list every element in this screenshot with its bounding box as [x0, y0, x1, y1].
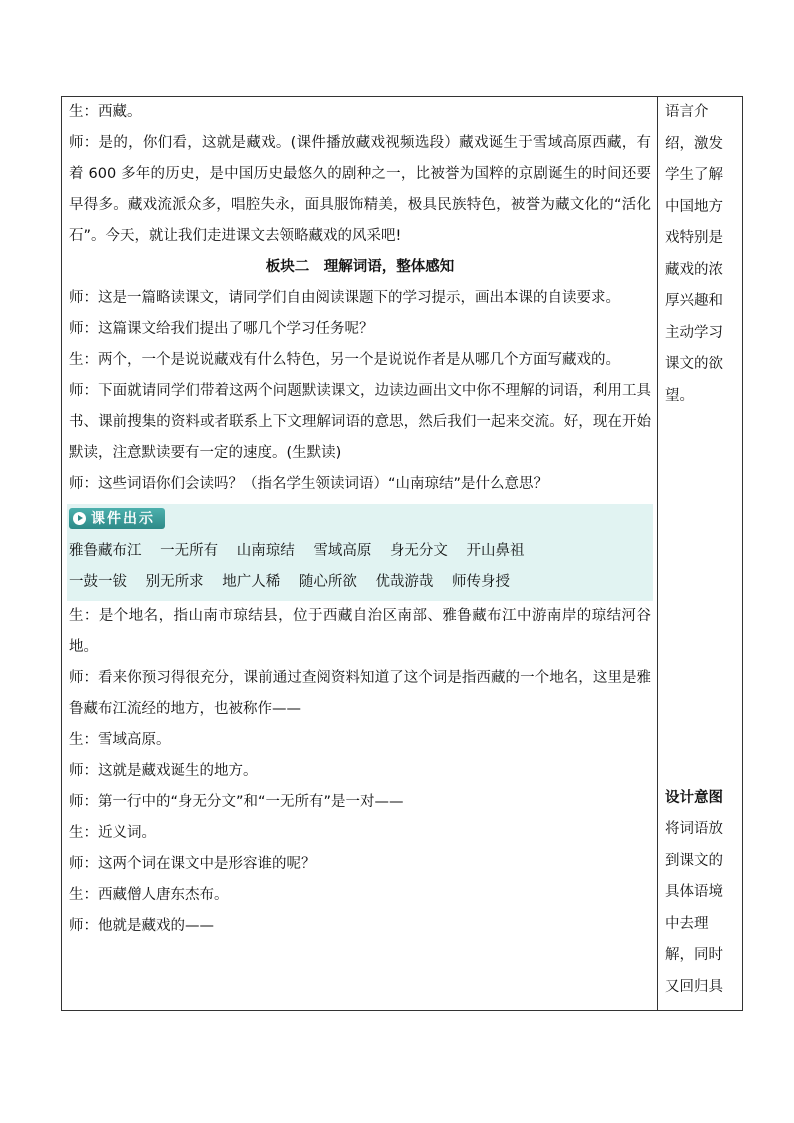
dialogue-line: 生：两个，一个是说说藏戏有什么特色，另一个是说说作者是从哪几个方面写藏戏的。	[69, 352, 620, 368]
dialogue-line: 生：西藏僧人唐东杰布。	[69, 887, 229, 903]
dialogue-line: 师：这是一篇略读课文，请同学们自由阅读课题下的学习提示，画出本课的自读要求。	[69, 290, 620, 306]
column-divider	[657, 97, 658, 1010]
play-icon	[73, 512, 86, 525]
main-column	[69, 97, 651, 942]
side-note: 语言介绍，激发学生了解中国地方戏特别是藏戏的浓厚兴趣和主动学习课文的欲望。	[665, 104, 723, 404]
dialogue-line: 师：下面就请同学们带着这两个问题默读课文，边读边画出文中你不理解的词语，利用工具书、课前搜集的资料或者联系上下文理解词语的意思，然后我们一起来交流。好，现在开始默读，注意默读要有一定的速度。(生默读)	[69, 383, 651, 461]
dialogue-line: 生：近义词。	[69, 825, 156, 841]
vocab-word: 雅鲁藏布江	[69, 543, 142, 559]
dialogue-line: 师：是的，你们看，这就是藏戏。(课件播放藏戏视频选段）藏戏诞生于雪域高原西藏，有着 600 多年的历史，是中国历史最悠久的剧种之一，比被誉为国粹的京剧诞生的时间还要早得多。藏戏流派众多，唱腔失永，面具服饰精美，极具民族特色，被誉为藏文化的“活化石”。今天，就让我们走进课文去领略藏戏的风采吧!	[69, 135, 651, 244]
vocab-row-1	[69, 536, 651, 567]
dialogue-line: 生：是个地名，指山南市琼结县，位于西藏自治区南部、雅鲁藏布江中游南岸的琼结河谷地。	[69, 608, 651, 655]
lesson-table	[61, 96, 743, 1011]
vocab-word: 师传身授	[452, 574, 511, 590]
design-intent-title: 设计意图	[665, 790, 723, 806]
section-heading: 板块二 理解词语，整体感知	[265, 259, 455, 275]
side-column	[665, 97, 737, 995]
vocab-word: 随心所欲	[298, 574, 357, 590]
dialogue-line: 师：这篇课文给我们提出了哪几个学习任务呢？	[69, 321, 374, 337]
dialogue-line: 师：这两个词在课文中是形容谁的呢？	[69, 856, 316, 872]
dialogue-line: 师：他就是藏戏的——	[69, 918, 214, 934]
courseware-badge	[69, 508, 165, 529]
vocab-word: 开山鼻祖	[466, 543, 525, 559]
vocab-word: 雪域高原	[313, 543, 372, 559]
vocab-word: 山南琼结	[236, 543, 295, 559]
courseware-box	[67, 504, 653, 601]
vocab-word: 优哉游哉	[375, 574, 434, 590]
vocab-word: 身无分文	[389, 543, 448, 559]
dialogue-line: 生：雪域高原。	[69, 732, 171, 748]
design-intent-note: 将词语放到课文的具体语境中去理解，同时又回归具	[665, 821, 723, 995]
vocab-word: 别无所求	[145, 574, 204, 590]
vocab-word: 地广人稀	[222, 574, 281, 590]
dialogue-line: 师：这就是藏戏诞生的地方。	[69, 763, 258, 779]
dialogue-line: 师：看来你预习得很充分，课前通过查阅资料知道了这个词是指西藏的一个地名，这里是雅鲁藏布江流经的地方，也被称作——	[69, 670, 651, 717]
vocab-word: 一鼓一钹	[69, 574, 127, 590]
vocab-word: 一无所有	[160, 543, 219, 559]
dialogue-line: 生：西藏。	[69, 104, 142, 120]
dialogue-line: 师：这些词语你们会读吗？（指名学生领读词语）“山南琼结”是什么意思？	[69, 476, 549, 492]
courseware-badge-label: 课件出示	[91, 511, 155, 527]
dialogue-line: 师：第一行中的“身无分文”和“一无所有”是一对——	[69, 794, 404, 810]
vocab-row-2	[69, 567, 651, 598]
